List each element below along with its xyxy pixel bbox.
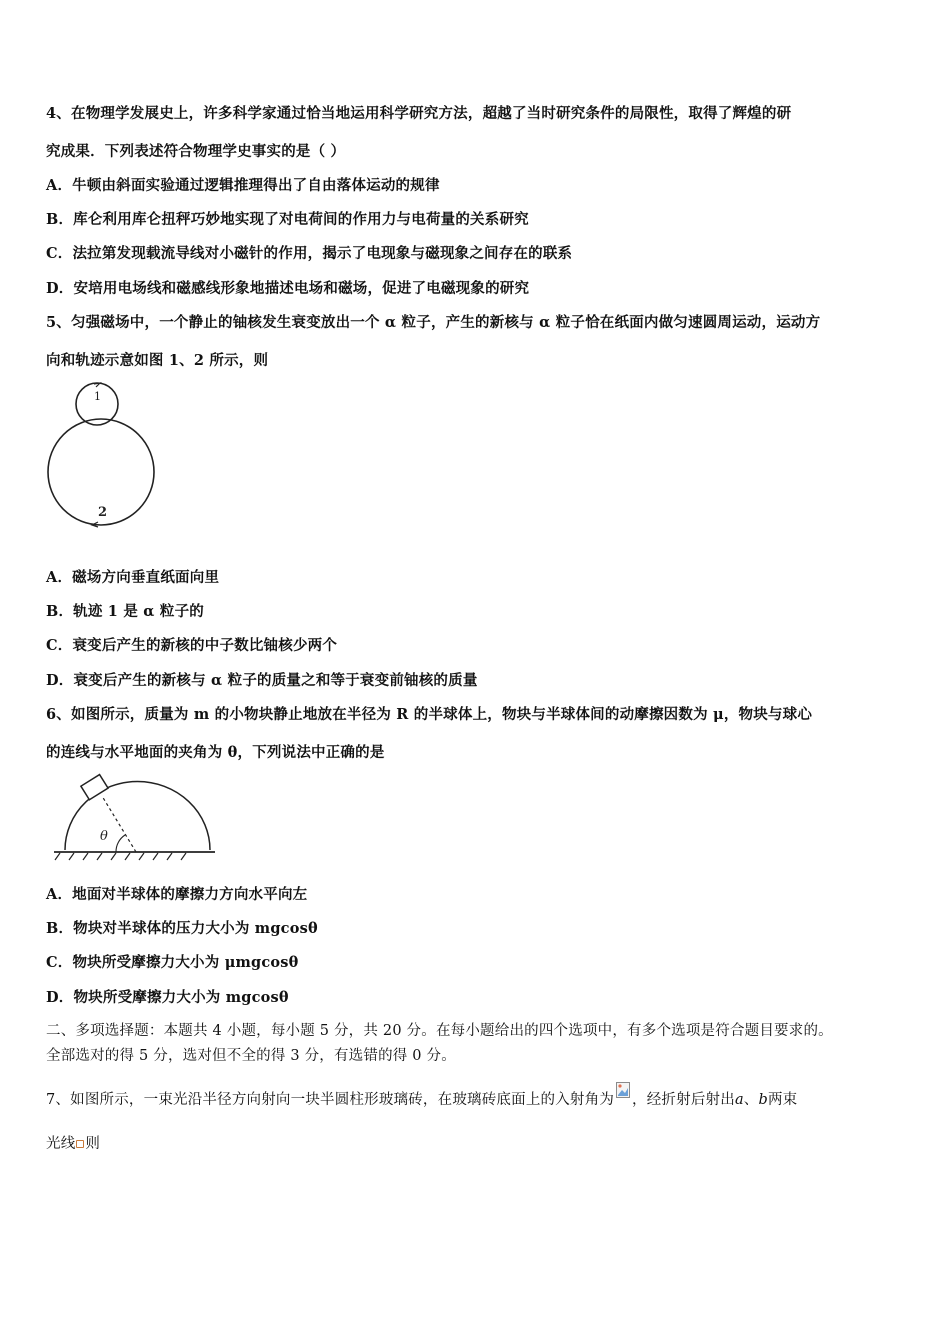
q4-stem-line2: 究成果．下列表述符合物理学史事实的是（ ） xyxy=(46,143,346,160)
broken-image-small-icon xyxy=(76,1140,84,1148)
q7-stem-part1: 7、如图所示，一束光沿半径方向射向一块半圆柱形玻璃砖，在玻璃砖底面上的入射角为 xyxy=(46,1092,615,1108)
q4-stem-line1: 4、在物理学发展史上，许多科学家通过恰当地运用科学研究方法，超越了当时研究条件的局限性，取得了辉煌的研 xyxy=(46,105,792,122)
direction-arrow-1-icon xyxy=(94,383,100,387)
q7-stem-part2: ，经折射后射出 xyxy=(632,1092,735,1108)
trajectory-1-label: 1 xyxy=(94,390,101,403)
angle-arc xyxy=(116,835,125,852)
q7-beam-a: a xyxy=(734,1092,744,1108)
angle-theta-label: θ xyxy=(100,829,108,844)
q7-stem-line2 xyxy=(46,1132,906,1153)
q7-line2-part1: 光线 xyxy=(46,1136,76,1152)
q4-option-b: B．库仑利用库仑扭秤巧妙地实现了对电荷间的作用力与电荷量的关系研究 xyxy=(46,211,529,228)
q5-stem-line1: 5、匀强磁场中，一个静止的铀核发生衰变放出一个 α 粒子，产生的新核与 α 粒子恰在纸面内做匀速圆周运动，运动方 xyxy=(46,314,821,331)
q6-option-a: A．地面对半球体的摩擦力方向水平向左 xyxy=(46,886,308,903)
q7-line2-part2: 则 xyxy=(85,1136,101,1152)
q7-stem-part3: 两束 xyxy=(767,1092,798,1108)
q4-option-d: D．安培用电场线和磁感线形象地描述电场和磁场，促进了电磁现象的研究 xyxy=(46,280,530,297)
small-block xyxy=(81,775,108,800)
section2-line1: 二、多项选择题：本题共 4 小题，每小题 5 分，共 20 分。在每小题给出的四个选项中，有多个选项是符合题目要求的。 xyxy=(46,1023,833,1039)
q4-option-a: A．牛顿由斜面实验通过逻辑推理得出了自由落体运动的规律 xyxy=(46,177,440,194)
q6-stem-line2: 的连线与水平地面的夹角为 θ，下列说法中正确的是 xyxy=(46,744,385,761)
broken-image-icon xyxy=(616,1082,630,1098)
section2-line2: 全部选对的得 5 分，选对但不全的得 3 分，有选错的得 0 分。 xyxy=(46,1048,456,1064)
q7-separator: 、 xyxy=(743,1092,759,1108)
q6-stem-line1: 6、如图所示，质量为 m 的小物块静止地放在半径为 R 的半球体上，物块与半球体间的动摩擦因数为 μ，物块与球心 xyxy=(46,706,813,723)
q5-option-d: D．衰变后产生的新核与 α 粒子的质量之和等于衰变前铀核的质量 xyxy=(46,672,478,689)
q7-beam-b: b xyxy=(758,1092,768,1108)
q5-option-a: A．磁场方向垂直纸面向里 xyxy=(46,569,220,586)
q5-trajectory-figure xyxy=(42,376,162,528)
q5-option-b: B．轨迹 1 是 α 粒子的 xyxy=(46,603,204,620)
trajectory-2-label: 2 xyxy=(98,505,108,520)
q4-option-c: C．法拉第发现载流导线对小磁针的作用，揭示了电现象与磁现象之间存在的联系 xyxy=(46,245,573,262)
ground-hatch xyxy=(55,853,186,860)
q6-option-c: C．物块所受摩擦力大小为 μmgcosθ xyxy=(46,954,299,971)
q5-stem-line2: 向和轨迹示意如图 1、2 所示，则 xyxy=(46,352,269,369)
q6-option-d: D．物块所受摩擦力大小为 mgcosθ xyxy=(46,989,289,1006)
q6-option-b: B．物块对半球体的压力大小为 mgcosθ xyxy=(46,920,318,937)
q5-option-c: C．衰变后产生的新核的中子数比铀核少两个 xyxy=(46,637,338,654)
q6-hemisphere-figure xyxy=(50,772,220,864)
q7-stem-line1 xyxy=(46,1082,906,1109)
